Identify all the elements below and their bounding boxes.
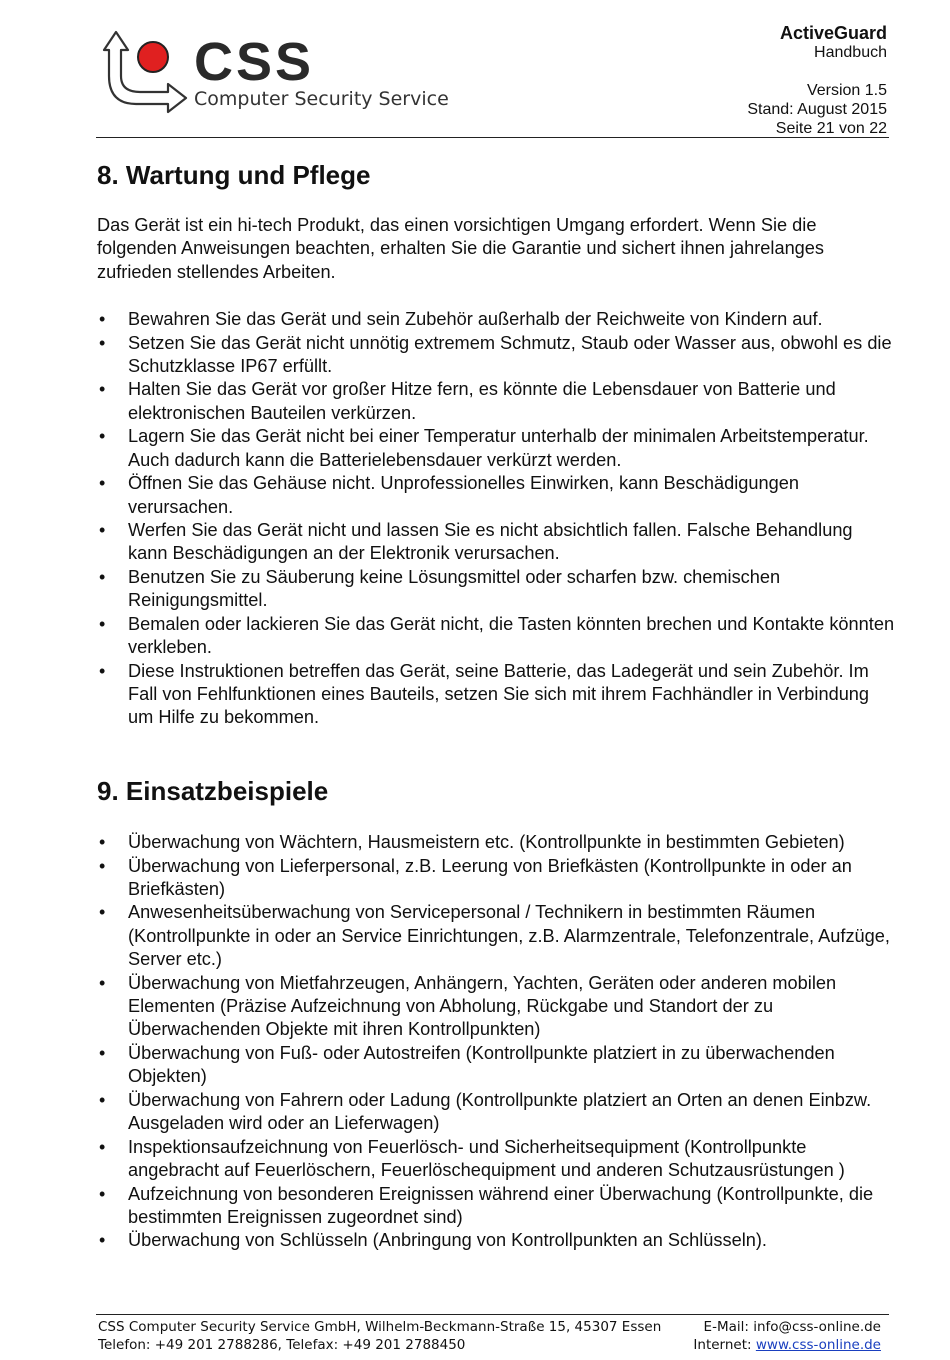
product-name: ActiveGuard: [779, 23, 887, 43]
list-item: • Werfen Sie das Gerät nicht und lassen Sie es nicht absichtlich fallen. Falsche Behandlung kann Beschädigungen an der Elektronik verursachen.: [97, 519, 897, 566]
list-item: • Aufzeichnung von besonderen Ereignissen während einer Überwachung (Kontrollpunkte, die bestimmten Ereignissen zugeordnet sind): [97, 1183, 897, 1230]
header-meta: [747, 24, 887, 138]
logo-arrow-icon: [96, 28, 196, 123]
list-item: • Überwachung von Wächtern, Hausmeistern etc. (Kontrollpunkte in bestimmten Gebieten): [97, 831, 897, 854]
footer-internet: [693, 1336, 881, 1354]
list-item: • Öffnen Sie das Gehäuse nicht. Unprofessionelles Einwirken, kann Beschädigungen verursachen.: [97, 472, 897, 519]
list-item: • Bewahren Sie das Gerät und sein Zubehör außerhalb der Reichweite von Kindern auf.: [97, 308, 897, 331]
list-item: • Halten Sie das Gerät vor großer Hitze fern, es könnte die Lebensdauer von Batterie und elektronischen Bauteilen verkürzen.: [97, 378, 897, 425]
website-link[interactable]: www.css-online.de: [755, 1337, 881, 1353]
use-cases-list: [97, 831, 897, 1253]
list-item: • Diese Instruktionen betreffen das Gerät, seine Batterie, das Ladegerät und sein Zubehör. Im Fall von Fehlfunktionen eines Bauteils, setzen Sie sich mit ihrem Fachhändler in Verbindung um Hilfe zu bekommen.: [97, 660, 897, 730]
maintenance-list: [97, 308, 897, 730]
footer-phone: Telefon: +49 201 2788286, Telefax: +49 201 2788450: [98, 1337, 466, 1353]
footer-internet-label: Internet:: [693, 1337, 756, 1353]
list-item: • Benutzen Sie zu Säuberung keine Lösungsmittel oder scharfen bzw. chemischen Reinigungsmittel.: [97, 566, 897, 613]
list-item: • Überwachung von Fahrern oder Ladung (Kontrollpunkte platziert an Orten an denen Einbzw. Ausgeladen wird oder an Lieferwagen): [97, 1089, 897, 1136]
version-label: Version 1.5: [806, 82, 887, 99]
list-item: • Überwachung von Mietfahrzeugen, Anhängern, Yachten, Geräten oder anderen mobilen Elementen (Präzise Aufzeichnung von Abholung, Rückgabe und Standort der zu Überwachenden Objekte mit ihren Kontrollpunkten): [97, 972, 897, 1042]
list-item: • Inspektionsaufzeichnung von Feuerlösch- und Sicherheitsequipment (Kontrollpunkte angebracht auf Feuerlöschern, Feuerlöschequipment und anderen Schutzausrüstungen ): [97, 1136, 897, 1183]
list-item: • Lagern Sie das Gerät nicht bei einer Temperatur unterhalb der minimalen Arbeitstemperatur. Auch dadurch kann die Batterielebensdauer verkürzt werden.: [97, 425, 897, 472]
company-logo: [96, 28, 456, 123]
list-item: • Bemalen oder lackieren Sie das Gerät nicht, die Tasten könnten brechen und Kontakte könnten verkleben.: [97, 613, 897, 660]
section-heading-use-cases: 9. Einsatzbeispiele: [97, 776, 329, 806]
list-item: • Anwesenheitsüberwachung von Servicepersonal / Technikern in bestimmten Räumen (Kontrollpunkte in oder an Service Einrichtungen, z.B. Alarmzentrale, Telefonzentrale, Aufzüge, Server etc.): [97, 901, 897, 971]
section-heading-maintenance: 8. Wartung und Pflege: [97, 160, 371, 190]
header-divider: [96, 137, 889, 138]
logo-subtitle: Computer Security Service: [194, 88, 449, 110]
logo-wordmark: CSS: [194, 32, 315, 92]
footer-company: CSS Computer Security Service GmbH, Wilhelm-Beckmann-Straße 15, 45307 Essen: [98, 1319, 662, 1335]
list-item: • Überwachung von Schlüsseln (Anbringung von Kontrollpunkten an Schlüsseln).: [97, 1229, 897, 1252]
footer-email[interactable]: E-Mail: info@css-online.de: [703, 1319, 881, 1335]
list-item: • Überwachung von Fuß- oder Autostreifen (Kontrollpunkte platziert in zu überwachenden Objekten): [97, 1042, 897, 1089]
footer-divider: [96, 1314, 889, 1315]
list-item: • Setzen Sie das Gerät nicht unnötig extremem Schmutz, Staub oder Wasser aus, obwohl es die Schutzklasse IP67 erfüllt.: [97, 332, 897, 379]
document-type: Handbuch: [814, 44, 887, 61]
footer-contact: [693, 1318, 881, 1354]
list-item: • Überwachung von Lieferpersonal, z.B. Leerung von Briefkästen (Kontrollpunkte in oder an Briefkästen): [97, 855, 897, 902]
section-intro-paragraph: Das Gerät ist ein hi-tech Produkt, das einen vorsichtigen Umgang erfordert. Wenn Sie die folgenden Anweisungen beachten, erhalten Sie die Garantie und sichert ihnen jahrelanges zufrieden stellendes Arbeiten.: [97, 215, 825, 282]
page-number: Seite 21 von 22: [775, 120, 887, 137]
date-label: Stand: August 2015: [747, 101, 887, 118]
footer-address: [98, 1318, 661, 1354]
